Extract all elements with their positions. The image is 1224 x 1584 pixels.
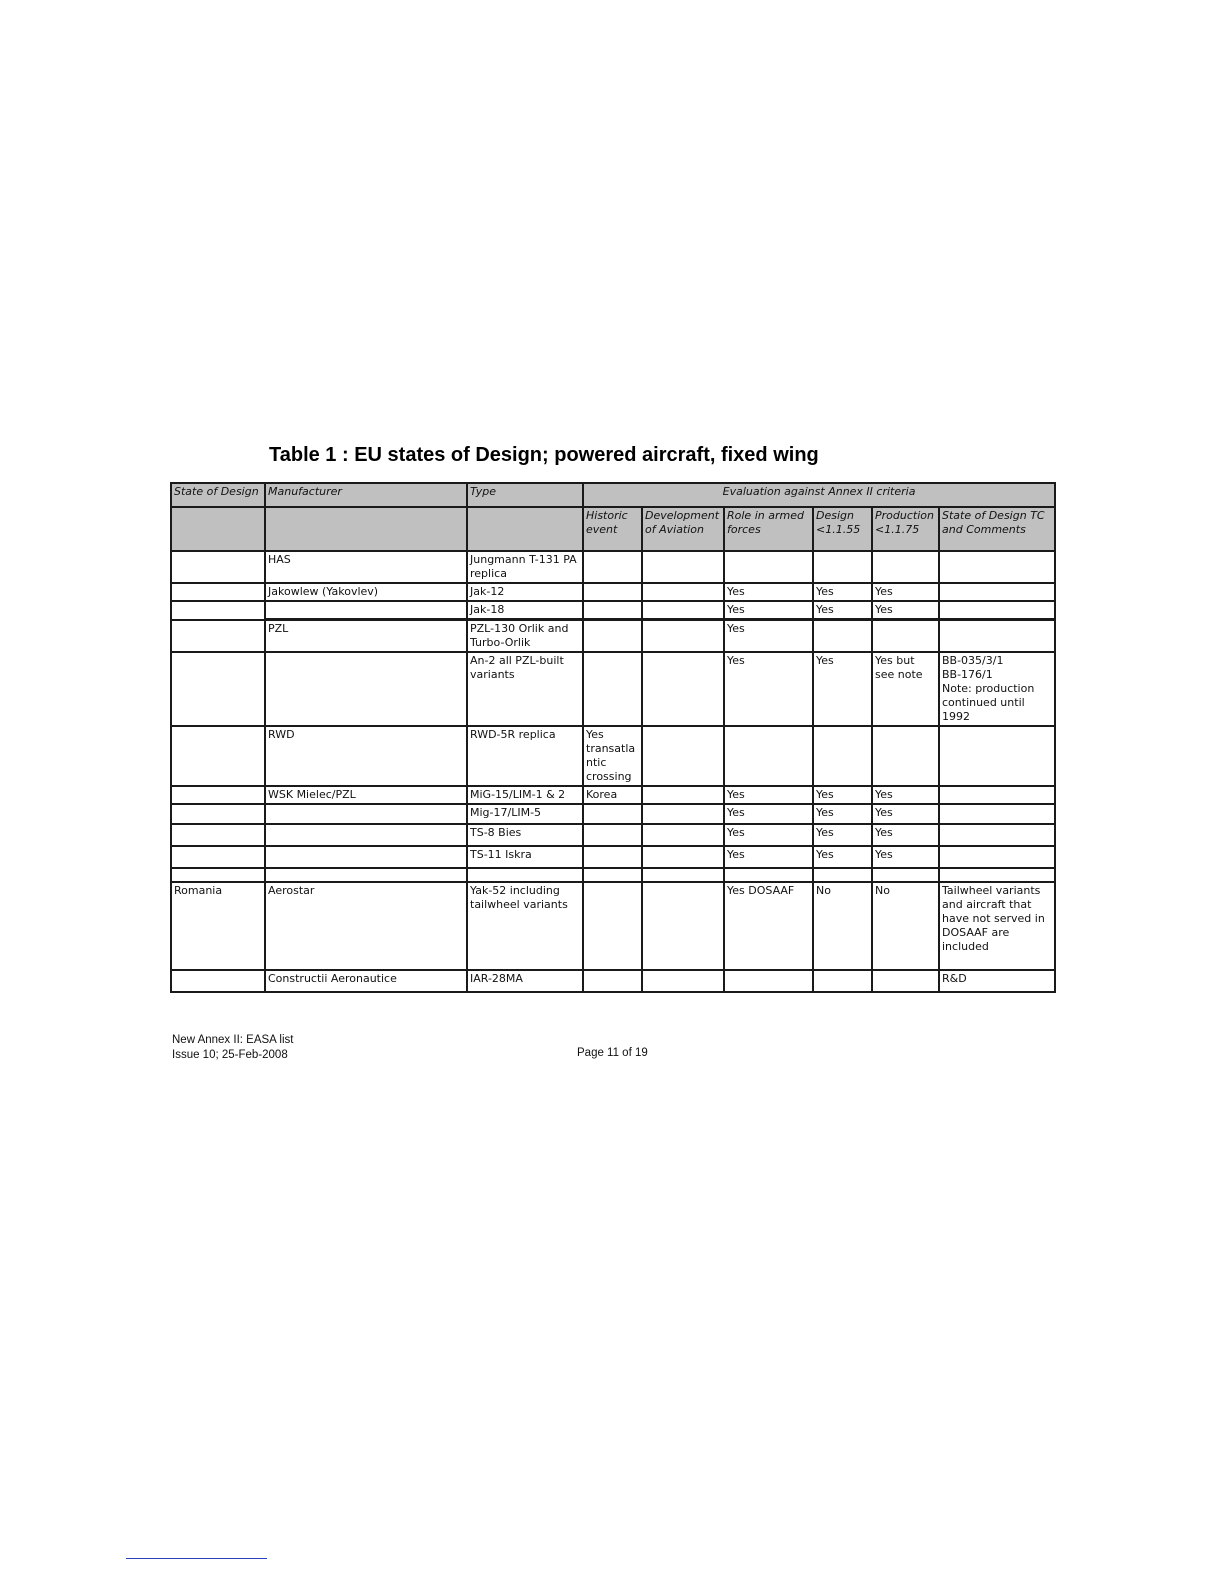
header-blank-type bbox=[467, 507, 583, 551]
cell-state: Romania bbox=[171, 882, 265, 970]
cell-development bbox=[642, 620, 724, 653]
footer-doc-name: New Annex II: EASA list bbox=[172, 1034, 294, 1046]
cell-manufacturer bbox=[265, 846, 467, 868]
header-blank-manufacturer bbox=[265, 507, 467, 551]
cell-manufacturer: Aerostar bbox=[265, 882, 467, 970]
cell-type: Jak-12 bbox=[467, 583, 583, 601]
cell-state bbox=[171, 970, 265, 992]
table-title: Table 1 : EU states of Design; powered aircraft, fixed wing bbox=[269, 444, 819, 466]
cell-manufacturer: HAS bbox=[265, 551, 467, 583]
cell-comments bbox=[939, 846, 1055, 868]
cell-comments bbox=[939, 620, 1055, 653]
footnote-rule bbox=[126, 1558, 267, 1559]
cell-development bbox=[642, 551, 724, 583]
cell-manufacturer: Jakowlew (Yakovlev) bbox=[265, 583, 467, 601]
cell-role bbox=[724, 551, 813, 583]
cell-design bbox=[813, 868, 872, 882]
cell-type: MiG-15/LIM-1 & 2 bbox=[467, 786, 583, 804]
cell-production: No bbox=[872, 882, 939, 970]
header-design: Design <1.1.55 bbox=[813, 507, 872, 551]
cell-manufacturer: PZL bbox=[265, 620, 467, 653]
cell-role bbox=[724, 970, 813, 992]
table-row bbox=[171, 551, 1055, 583]
header-type: Type bbox=[467, 483, 583, 507]
footer-page-number: Page 11 of 19 bbox=[577, 1047, 648, 1059]
cell-state bbox=[171, 804, 265, 824]
cell-comments: Tailwheel variants and aircraft that have not served in DOSAAF are included bbox=[939, 882, 1055, 970]
cell-production bbox=[872, 970, 939, 992]
cell-comments bbox=[939, 601, 1055, 620]
footer-issue: Issue 10; 25-Feb-2008 bbox=[172, 1049, 288, 1061]
cell-manufacturer bbox=[265, 868, 467, 882]
table-row bbox=[171, 970, 1055, 992]
cell-comments bbox=[939, 804, 1055, 824]
cell-type: Jungmann T-131 PA replica bbox=[467, 551, 583, 583]
cell-manufacturer bbox=[265, 804, 467, 824]
cell-production bbox=[872, 726, 939, 786]
cell-design: No bbox=[813, 882, 872, 970]
cell-historic bbox=[583, 970, 642, 992]
cell-development bbox=[642, 824, 724, 846]
cell-manufacturer bbox=[265, 824, 467, 846]
cell-design bbox=[813, 970, 872, 992]
cell-development bbox=[642, 786, 724, 804]
cell-development bbox=[642, 726, 724, 786]
cell-development bbox=[642, 652, 724, 726]
cell-manufacturer bbox=[265, 601, 467, 620]
cell-state bbox=[171, 846, 265, 868]
cell-manufacturer: RWD bbox=[265, 726, 467, 786]
cell-type: TS-11 Iskra bbox=[467, 846, 583, 868]
cell-production bbox=[872, 551, 939, 583]
cell-state bbox=[171, 601, 265, 620]
table-row bbox=[171, 601, 1055, 620]
cell-development bbox=[642, 846, 724, 868]
cell-production: Yes bbox=[872, 804, 939, 824]
cell-design: Yes bbox=[813, 846, 872, 868]
cell-historic: Yes transatlantic crossing bbox=[583, 726, 642, 786]
cell-type: Mig-17/LIM-5 bbox=[467, 804, 583, 824]
table-row bbox=[171, 620, 1055, 653]
cell-role: Yes bbox=[724, 583, 813, 601]
cell-manufacturer: WSK Mielec/PZL bbox=[265, 786, 467, 804]
header-historic-event: Historic event bbox=[583, 507, 642, 551]
cell-type: RWD-5R replica bbox=[467, 726, 583, 786]
cell-state bbox=[171, 726, 265, 786]
cell-historic bbox=[583, 882, 642, 970]
header-state-of-design: State of Design bbox=[171, 483, 265, 507]
cell-design bbox=[813, 551, 872, 583]
cell-manufacturer bbox=[265, 652, 467, 726]
header-production: Production <1.1.75 bbox=[872, 507, 939, 551]
cell-historic bbox=[583, 583, 642, 601]
table-row bbox=[171, 786, 1055, 804]
cell-production: Yes bbox=[872, 846, 939, 868]
cell-design bbox=[813, 726, 872, 786]
cell-state bbox=[171, 551, 265, 583]
cell-production: Yes bbox=[872, 786, 939, 804]
header-development: Development of Aviation bbox=[642, 507, 724, 551]
cell-role: Yes bbox=[724, 846, 813, 868]
cell-role: Yes bbox=[724, 824, 813, 846]
cell-comments bbox=[939, 726, 1055, 786]
cell-state bbox=[171, 620, 265, 653]
cell-design bbox=[813, 620, 872, 653]
cell-state bbox=[171, 652, 265, 726]
cell-development bbox=[642, 970, 724, 992]
cell-comments: BB-035/3/1 BB-176/1 Note: production continued until 1992 bbox=[939, 652, 1055, 726]
table-row bbox=[171, 868, 1055, 882]
header-manufacturer: Manufacturer bbox=[265, 483, 467, 507]
cell-historic: Korea bbox=[583, 786, 642, 804]
cell-historic bbox=[583, 601, 642, 620]
cell-type: An-2 all PZL-built variants bbox=[467, 652, 583, 726]
table-row bbox=[171, 652, 1055, 726]
table-row bbox=[171, 726, 1055, 786]
cell-historic bbox=[583, 868, 642, 882]
header-comments: State of Design TC and Comments bbox=[939, 507, 1055, 551]
header-evaluation: Evaluation against Annex II criteria bbox=[583, 483, 1055, 507]
cell-type: Jak-18 bbox=[467, 601, 583, 620]
cell-development bbox=[642, 601, 724, 620]
cell-historic bbox=[583, 804, 642, 824]
cell-role: Yes bbox=[724, 786, 813, 804]
header-blank-state bbox=[171, 507, 265, 551]
cell-comments bbox=[939, 824, 1055, 846]
cell-design: Yes bbox=[813, 583, 872, 601]
table-row bbox=[171, 824, 1055, 846]
cell-state bbox=[171, 583, 265, 601]
cell-production bbox=[872, 620, 939, 653]
cell-type: PZL-130 Orlik and Turbo-Orlik bbox=[467, 620, 583, 653]
cell-development bbox=[642, 583, 724, 601]
cell-comments: R&D bbox=[939, 970, 1055, 992]
cell-state bbox=[171, 824, 265, 846]
cell-role: Yes bbox=[724, 601, 813, 620]
eu-states-table bbox=[170, 482, 1056, 993]
table-row bbox=[171, 882, 1055, 970]
cell-design: Yes bbox=[813, 824, 872, 846]
cell-production: Yes bbox=[872, 601, 939, 620]
table-row bbox=[171, 804, 1055, 824]
cell-type: TS-8 Bies bbox=[467, 824, 583, 846]
cell-role: Yes bbox=[724, 804, 813, 824]
header-row-1 bbox=[171, 483, 1055, 507]
cell-state bbox=[171, 786, 265, 804]
cell-development bbox=[642, 804, 724, 824]
cell-comments bbox=[939, 868, 1055, 882]
cell-historic bbox=[583, 551, 642, 583]
cell-type: IAR-28MA bbox=[467, 970, 583, 992]
cell-development bbox=[642, 868, 724, 882]
cell-design: Yes bbox=[813, 652, 872, 726]
cell-role: Yes bbox=[724, 652, 813, 726]
cell-production bbox=[872, 868, 939, 882]
cell-role bbox=[724, 868, 813, 882]
header-role: Role in armed forces bbox=[724, 507, 813, 551]
header-row-2 bbox=[171, 507, 1055, 551]
cell-comments bbox=[939, 786, 1055, 804]
cell-development bbox=[642, 882, 724, 970]
cell-production: Yes but see note bbox=[872, 652, 939, 726]
cell-role: Yes DOSAAF bbox=[724, 882, 813, 970]
cell-production: Yes bbox=[872, 583, 939, 601]
table-row bbox=[171, 583, 1055, 601]
cell-design: Yes bbox=[813, 786, 872, 804]
cell-design: Yes bbox=[813, 804, 872, 824]
cell-type bbox=[467, 868, 583, 882]
cell-production: Yes bbox=[872, 824, 939, 846]
cell-comments bbox=[939, 583, 1055, 601]
cell-manufacturer: Constructii Aeronautice bbox=[265, 970, 467, 992]
table-row bbox=[171, 846, 1055, 868]
cell-design: Yes bbox=[813, 601, 872, 620]
cell-state bbox=[171, 868, 265, 882]
cell-historic bbox=[583, 824, 642, 846]
cell-comments bbox=[939, 551, 1055, 583]
cell-role: Yes bbox=[724, 620, 813, 653]
cell-role bbox=[724, 726, 813, 786]
cell-historic bbox=[583, 846, 642, 868]
cell-type: Yak-52 including tailwheel variants bbox=[467, 882, 583, 970]
footer-document-info bbox=[172, 1033, 293, 1063]
cell-historic bbox=[583, 652, 642, 726]
cell-historic bbox=[583, 620, 642, 653]
